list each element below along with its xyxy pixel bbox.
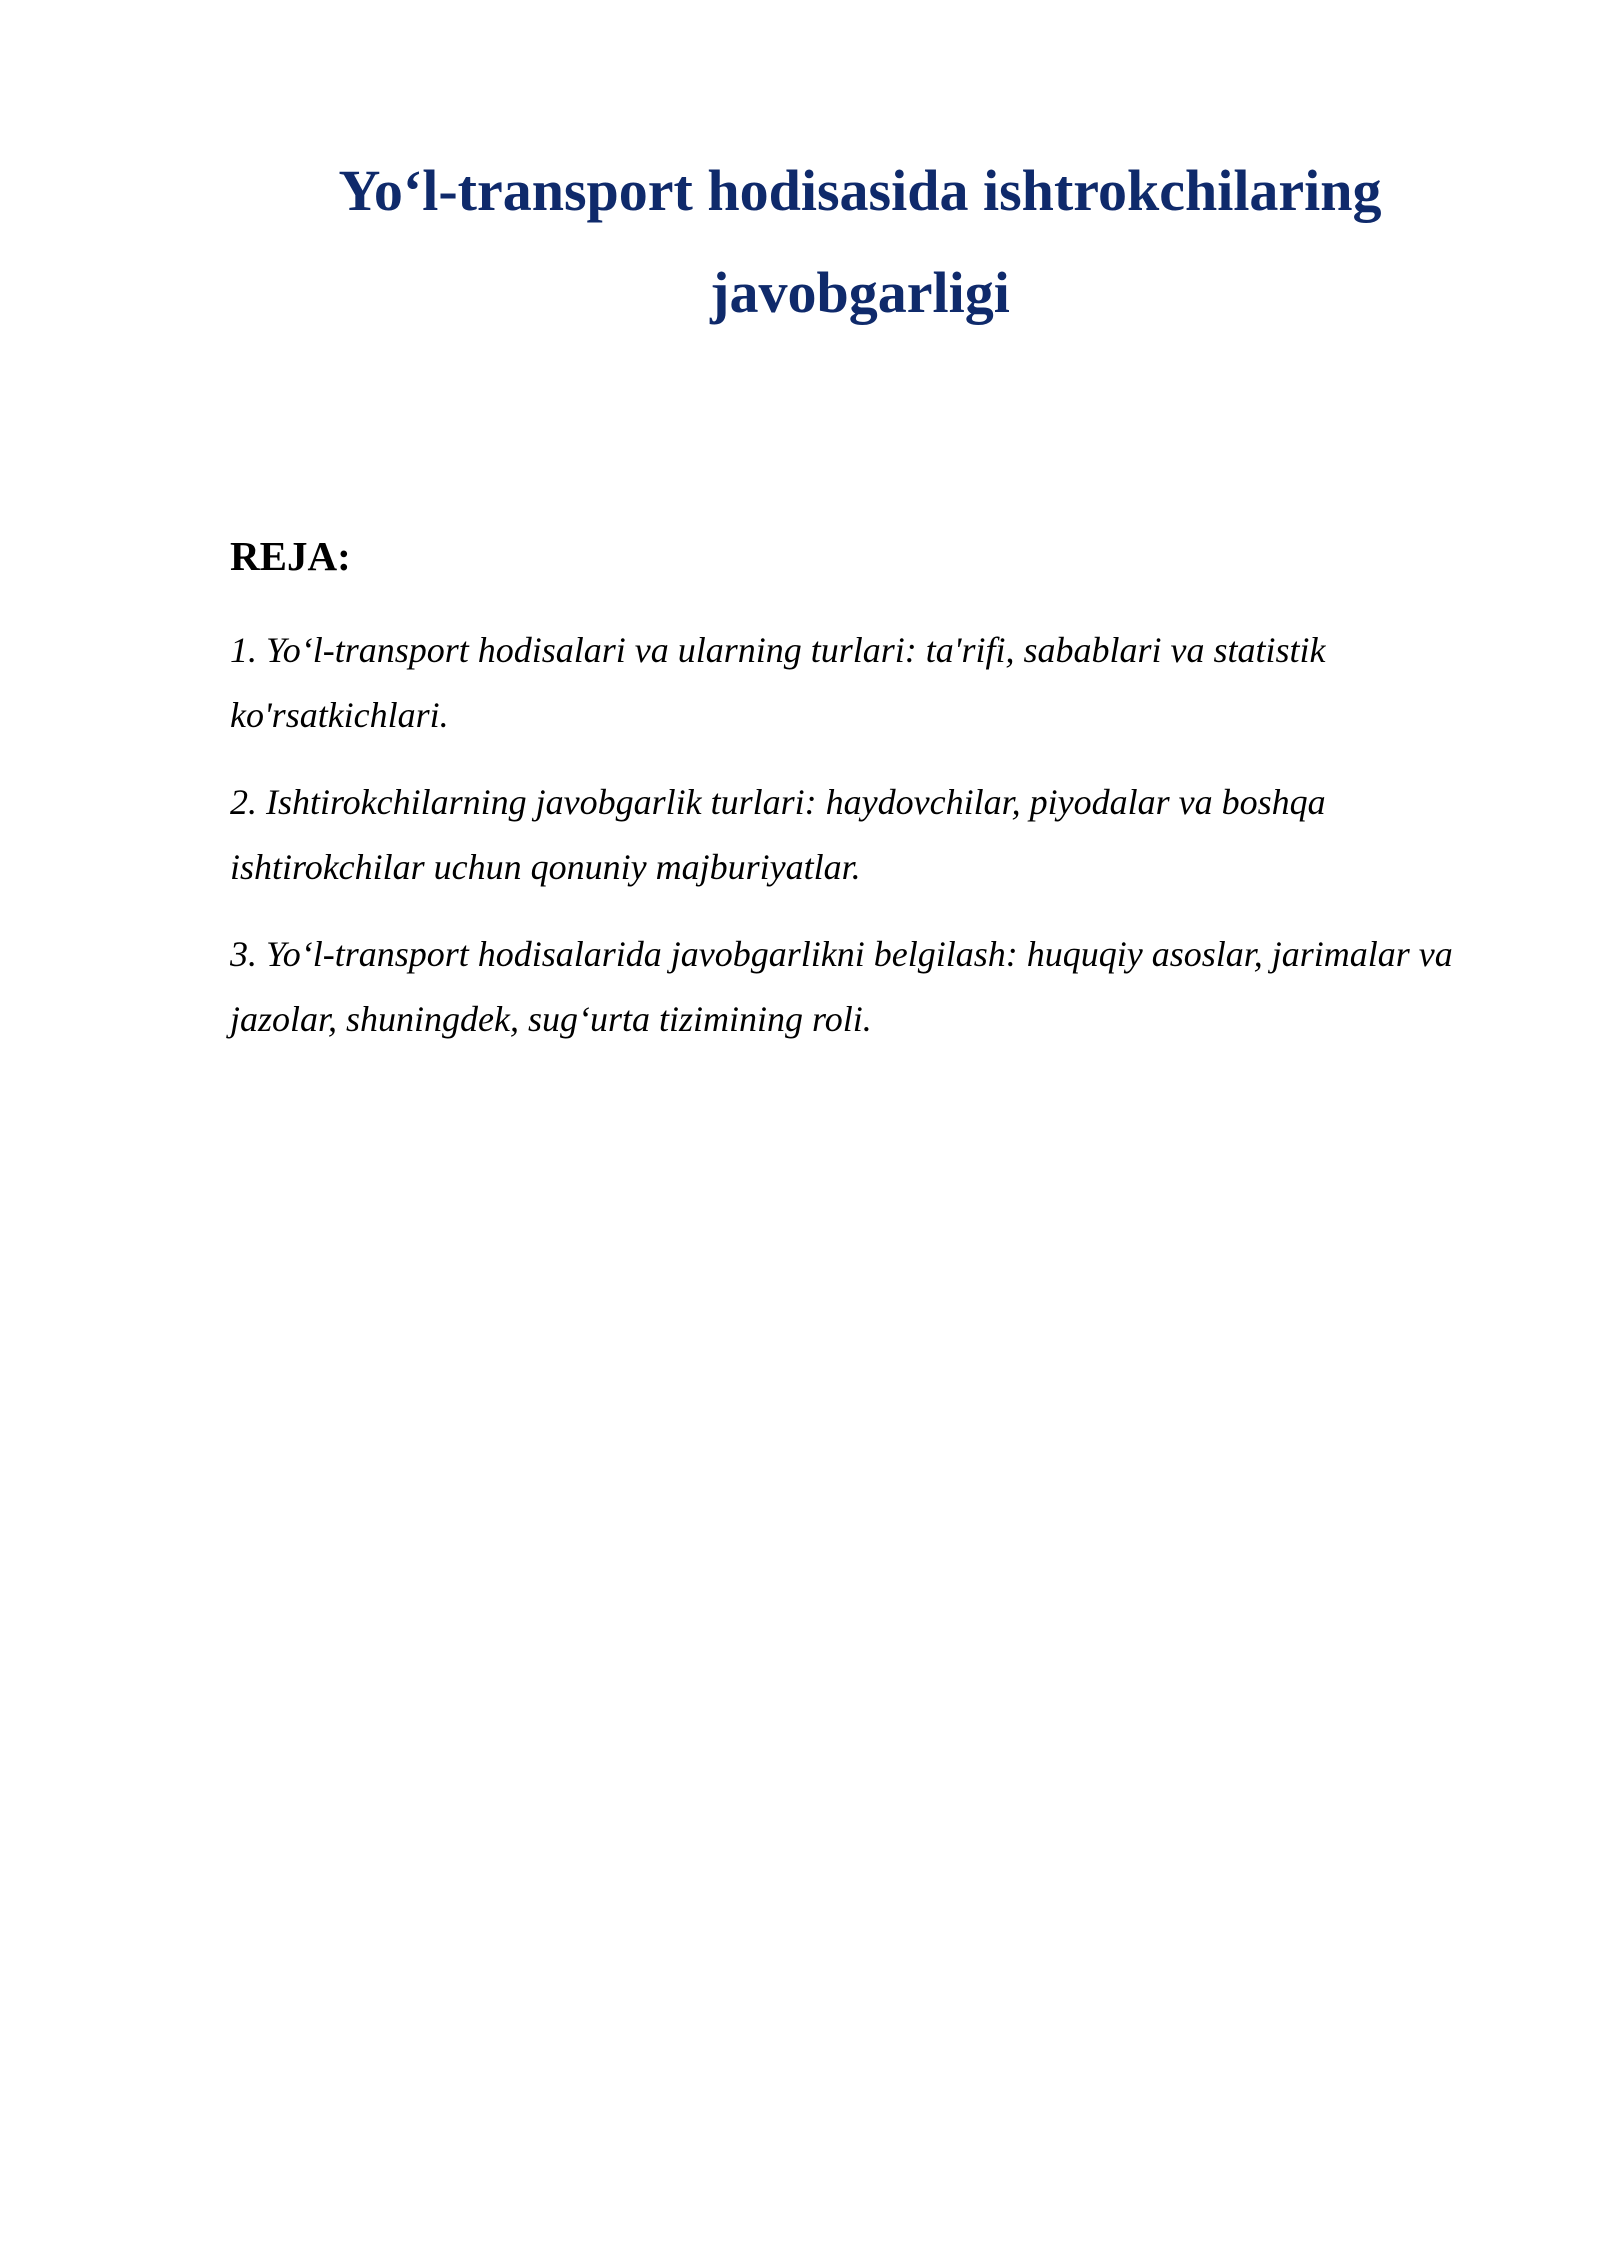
plan-item-3: 3. Yo‘l-transport hodisalarida javobgarlikni belgilash: huquqiy asoslar, jarimalar va jazolar, shuningdek, sug‘urta tizimining roli. — [230, 934, 1453, 1039]
plan-list — [230, 618, 1480, 1074]
plan-item-2: 2. Ishtirokchilarning javobgarlik turlari: haydovchilar, piyodalar va boshqa ishtirokchilar uchun qonuniy majburiyatlar. — [230, 782, 1326, 887]
document-title: Yo‘l-transport hodisasida ishtrokchilaring javobgarligi — [338, 158, 1382, 325]
plan-item-1: 1. Yo‘l-transport hodisalari va ularning turlari: ta'rifi, sabablari va statistik ko'rsatkichlari. — [230, 630, 1326, 735]
plan-heading: REJA: — [230, 533, 351, 579]
